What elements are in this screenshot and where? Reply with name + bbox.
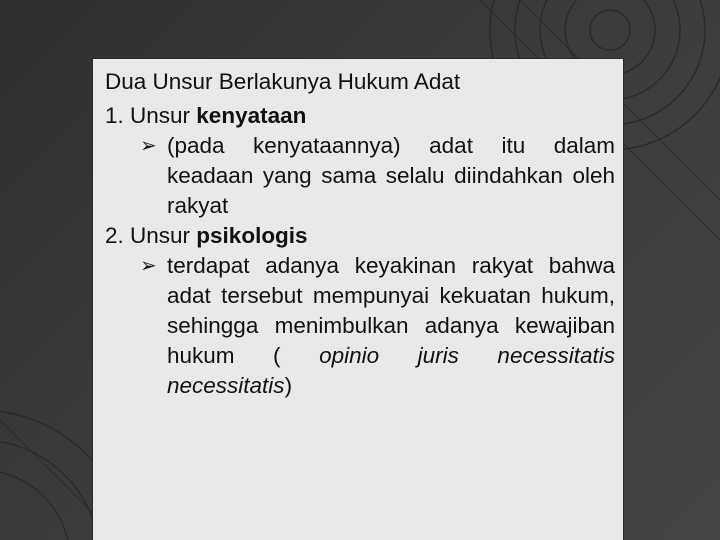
item-1-keyword: kenyataan bbox=[196, 103, 307, 128]
sub-bullet-1-text: (pada kenyataannya) adat itu dalam keadaan yang sama selalu diindahkan oleh rakyat bbox=[167, 133, 615, 218]
item-2-keyword: psikologis bbox=[196, 223, 308, 248]
item-2-prefix: 2. Unsur bbox=[105, 223, 197, 248]
sub-bullet-2-end: ) bbox=[284, 373, 293, 398]
sub-bullet-1 bbox=[140, 131, 615, 221]
slide-title: Dua Unsur Berlakunya Hukum Adat bbox=[105, 69, 461, 94]
arrow-bullet-icon: ➢ bbox=[140, 255, 157, 277]
arrow-bullet-icon: ➢ bbox=[140, 135, 157, 157]
sub-bullet-2-italic: opinio juris necessitatis necessitatis bbox=[167, 343, 615, 398]
list-item-2 bbox=[105, 221, 615, 251]
item-1-prefix: 1. Unsur bbox=[105, 103, 197, 128]
sub-bullet-2-text: terdapat adanya keyakinan rakyat bahwa adat tersebut mempunyai kekuatan hukum, sehingga menimbulkan adanya kewajiban hukum ( bbox=[167, 253, 615, 368]
content-panel bbox=[92, 58, 624, 540]
list-item-1 bbox=[105, 101, 615, 131]
sub-bullet-2 bbox=[140, 251, 615, 401]
